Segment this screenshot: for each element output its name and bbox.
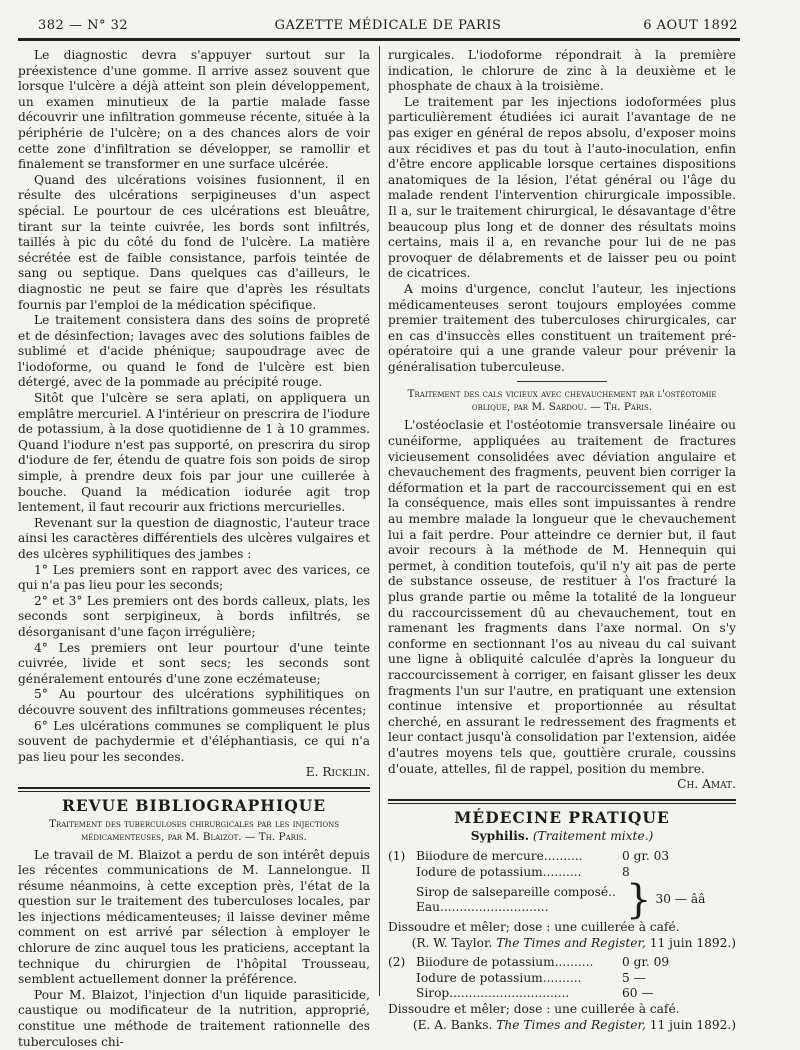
rx-reference: [388, 936, 736, 952]
section-title: REVUE BIBLIOGRAPHIQUE: [61, 795, 327, 815]
ref-date: 11 juin 1892.): [649, 1017, 736, 1032]
rx-instruction: Dissoudre et mêler; dose : une cuillerée à café.: [388, 920, 680, 935]
rx-ingredient: Sirop de salsepareille composé..: [416, 884, 616, 899]
section-title: MÉDECINE PRATIQUE: [454, 807, 670, 827]
left-column: [18, 48, 370, 1050]
paragraph: 6° Les ulcérations communes se compliquent le plus souvent de pachydermie et d'éléphantiasis, ce qui n'a pas lieu pour les secondes.: [18, 718, 370, 764]
rx-ingredient: Sirop...............................: [416, 986, 570, 1001]
paragraph: 1° Les premiers sont en rapport avec des varices, ce qui n'a pas lieu pour les seconds;: [18, 562, 370, 593]
section-rule: [18, 787, 370, 792]
section-rule: [388, 799, 736, 804]
rx-reference: [388, 1018, 736, 1034]
paragraph: Le diagnostic devra s'appuyer surtout sur la préexistence d'une gomme. Il arrive assez souvent que lorsque l'ulcère a déjà atteint son plein développement, un examen minutieux de la partie malade fasse découvrir une infiltration gommeuse récente, située à la périphérie de l'ulcère; on a des chances alors de voir cette zone d'infiltration se développer, se ramollir et finalement se transformer en une surface ulcérée.: [18, 48, 370, 172]
paragraph: Le traitement consistera dans des soins de propreté et de désinfection; lavages avec des solutions faibles de sublimé et d'acide phénique; saupoudrage avec de l'iodoforme, ou quand le fond de l'ulcère est bien détergé, avec de la pommade au précipité rouge.: [18, 313, 370, 390]
journal-title: GAZETTE MÉDICALE DE PARIS: [274, 18, 502, 33]
header-rule: [18, 38, 740, 41]
rx-instruction: Dissoudre et mêler; dose : une cuillerée à café.: [388, 1002, 680, 1017]
paragraph: rurgicales. L'iodoforme répondrait à la première indication, le chlorure de zinc à la deuxième et le phosphate de chaux à la troisième.: [388, 48, 736, 94]
rx-quantity: 30 — ââ: [655, 892, 706, 907]
article-title: Traitement des tuberculoses chirurgicales par les injections médicamenteuses, par M. Blaizot. — Th. Paris.: [48, 817, 340, 843]
rx-ingredient: Eau............................: [416, 900, 549, 915]
brace-symbol: }: [626, 877, 652, 924]
rx-quantity: 60 —: [622, 986, 654, 1001]
signature: E. Ricklin.: [305, 765, 370, 780]
paragraph: 4° Les premiers ont leur pourtour d'une teinte cuivrée, livide et sont secs; les seconds sont généralement entourés d'une zone eczémateuse;: [18, 640, 370, 686]
article-title: Traitement des cals vicieux avec chevauchement par l'ostéotomie oblique, par M. Sardou. — Th. Paris.: [407, 388, 717, 414]
rx-quantity: 8: [622, 864, 630, 879]
ref-date: 11 juin 1892.): [649, 935, 736, 950]
paragraph: Le travail de M. Blaizot a perdu de son intérêt depuis les récentes communications de M. Lannelongue. Il résume néanmoins, à cette exception près, l'état de la question sur le traitement des tuberculoses locales, par les injections médicamenteuses; il laisse deviner même comment on est arrivé par sélection à employer le chlorure de zinc auquel tous les praticiens, acceptant la technique du chirurgien de l'hôpital Trousseau, semblent actuellement donner la préférence.: [18, 847, 370, 987]
rx-ingredient: Iodure de potassium..........: [416, 864, 582, 879]
paragraph: 5° Au pourtour des ulcérations syphilitiques on découvre souvent des infiltrations gommeuses récentes;: [18, 687, 370, 717]
paragraph: 2° et 3° Les premiers ont des bords calleux, plats, les seconds sont serpigineux, à bords infiltrés, se désorganisant d'une façon irrégulière;: [18, 593, 370, 639]
ref-journal: The Times and Register,: [496, 935, 646, 950]
rx-quantity: 0 gr. 03: [622, 848, 670, 863]
paragraph: Revenant sur la question de diagnostic, l'auteur trace ainsi les caractères différentiels des ulcères vulgaires et des ulcères syphilitiques des jambes :: [18, 515, 370, 561]
paragraph: A moins d'urgence, conclut l'auteur, les injections médicamenteuses seront toujours employées comme premier traitement des tuberculoses chirurgicales, car en cas d'insuccès elles constituent un traitement pré-opératoire qui a une grande valeur pour prévenir la généralisation tuberculeuse.: [388, 281, 736, 374]
ref-author: (E. A. Banks.: [412, 1017, 493, 1032]
rx-ingredient: Iodure de potassium..........: [416, 970, 582, 985]
column-divider: [379, 46, 380, 996]
rx-number: (2): [388, 955, 406, 970]
right-column: [388, 48, 736, 1033]
ref-author: (R. W. Taylor.: [411, 935, 493, 950]
signature: Ch. Amat.: [677, 777, 736, 792]
subhead: [388, 829, 736, 845]
rx-ingredient: Biiodure de potassium..........: [416, 955, 594, 970]
article-separator: [517, 381, 607, 382]
ref-journal: The Times and Register,: [496, 1017, 646, 1032]
subhead-italic: (Traitement mixte.): [532, 829, 654, 844]
rx-number: (1): [388, 848, 406, 863]
rx-quantity: 0 gr. 09: [622, 955, 670, 970]
paragraph: Le traitement par les injections iodoformées plus particulièrement étudiées ici aurait l'avantage de ne pas exiger en général de repos absolu, d'exposer moins aux récidives et pas du tout à l'auto-inoculation, enfin d'être encore applicable lorsque certaines dispositions anatomiques de la lésion, l'état général ou l'âge du malade rendent l'intervention chirurgicale impossible. Il a, sur le traitement chirurgical, le désavantage d'être beaucoup plus long et de donner des résultats moins certains, mais il a, en revanche pour lui de ne pas provoquer de délabrements et de laisser peu ou point de cicatrices.: [388, 94, 736, 281]
issue-date: 6 AOUT 1892: [643, 18, 738, 33]
subhead-bold: Syphilis.: [470, 829, 529, 844]
paragraph: L'ostéoclasie et l'ostéotomie transversale linéaire ou cunéiforme, appliquées au traitement de fractures vicieusement consolidées avec déviation angulaire et chevauchement des fragments, peuvent bien corriger la déformation et la part de raccourcissement qui en est la conséquence, mais elles sont impuissantes à rendre au membre malade la longueur que le chevauchement lui a fait perdre. Pour atteindre ce dernier but, il faut avoir recours à la méthode de M. Hennequin qui permet, à condition toutefois, qu'il n'y ait pas de perte de substance osseuse, de restituer à l'os fracturé la plus grande partie ou même la totalité de la longueur du raccourcissement dû au chevauchement, tout en ramenant les fragments dans l'axe normal. On s'y conforme en sectionnant l'os au niveau du cal suivant une ligne à obliquité calculée d'après la longueur du raccourcissement à corriger, en faisant glisser les deux fragments l'un sur l'autre, en pratiquant une extension continue intensive et proportionnée au résultat cherché, en assurant le redressement des fragments et leur contact jusqu'à consolidation par l'extension, aidée d'autres moyens tels que, gouttière crurale, coussins d'ouate, attelles, fil de rappel, position du membre.: [388, 418, 736, 776]
paragraph: Pour M. Blaizot, l'injection d'un liquide parasiticide, caustique ou modificateur de la nutrition, approprié, constitue une méthode de traitement rationnelle des tuberculoses chi-: [18, 987, 370, 1049]
page-header: [38, 16, 738, 38]
rx-quantity: 5 —: [622, 970, 646, 985]
paragraph: Sitôt que l'ulcère se sera aplati, on appliquera un emplâtre mercuriel. A l'intérieur on prescrira de l'iodure de potassium, à la dose quotidienne de 1 à 10 grammes. Quand l'iodure n'est pas supporté, on prescrira du sirop d'iodure de fer, étendu de quatre fois son poids de sirop simple, à prendre deux fois par jour une cuillerée à bouche. Quand la médication iodurée agit trop lentement, il faut recourir aux frictions mercurielles.: [18, 391, 370, 515]
paragraph: Quand des ulcérations voisines fusionnent, il en résulte des ulcérations serpigineuses d'un aspect spécial. Le pourtour de ces ulcérations est bleuâtre, tirant sur la teinte cuivrée, les bords sont infiltrés, taillés à pic du côté du fond de l'ulcère. La matière sécrétée est de faible consistance, parfois teintée de sang ou septique. Dans quelques cas d'ailleurs, le diagnostic ne peut se faire que d'après les résultats fournis par l'emploi de la médication spécifique.: [18, 172, 370, 312]
prescription-1: [388, 849, 736, 951]
page-number: 382 — N° 32: [38, 18, 129, 33]
rx-ingredient: Biiodure de mercure..........: [416, 848, 583, 863]
prescription-2: [388, 955, 736, 1033]
